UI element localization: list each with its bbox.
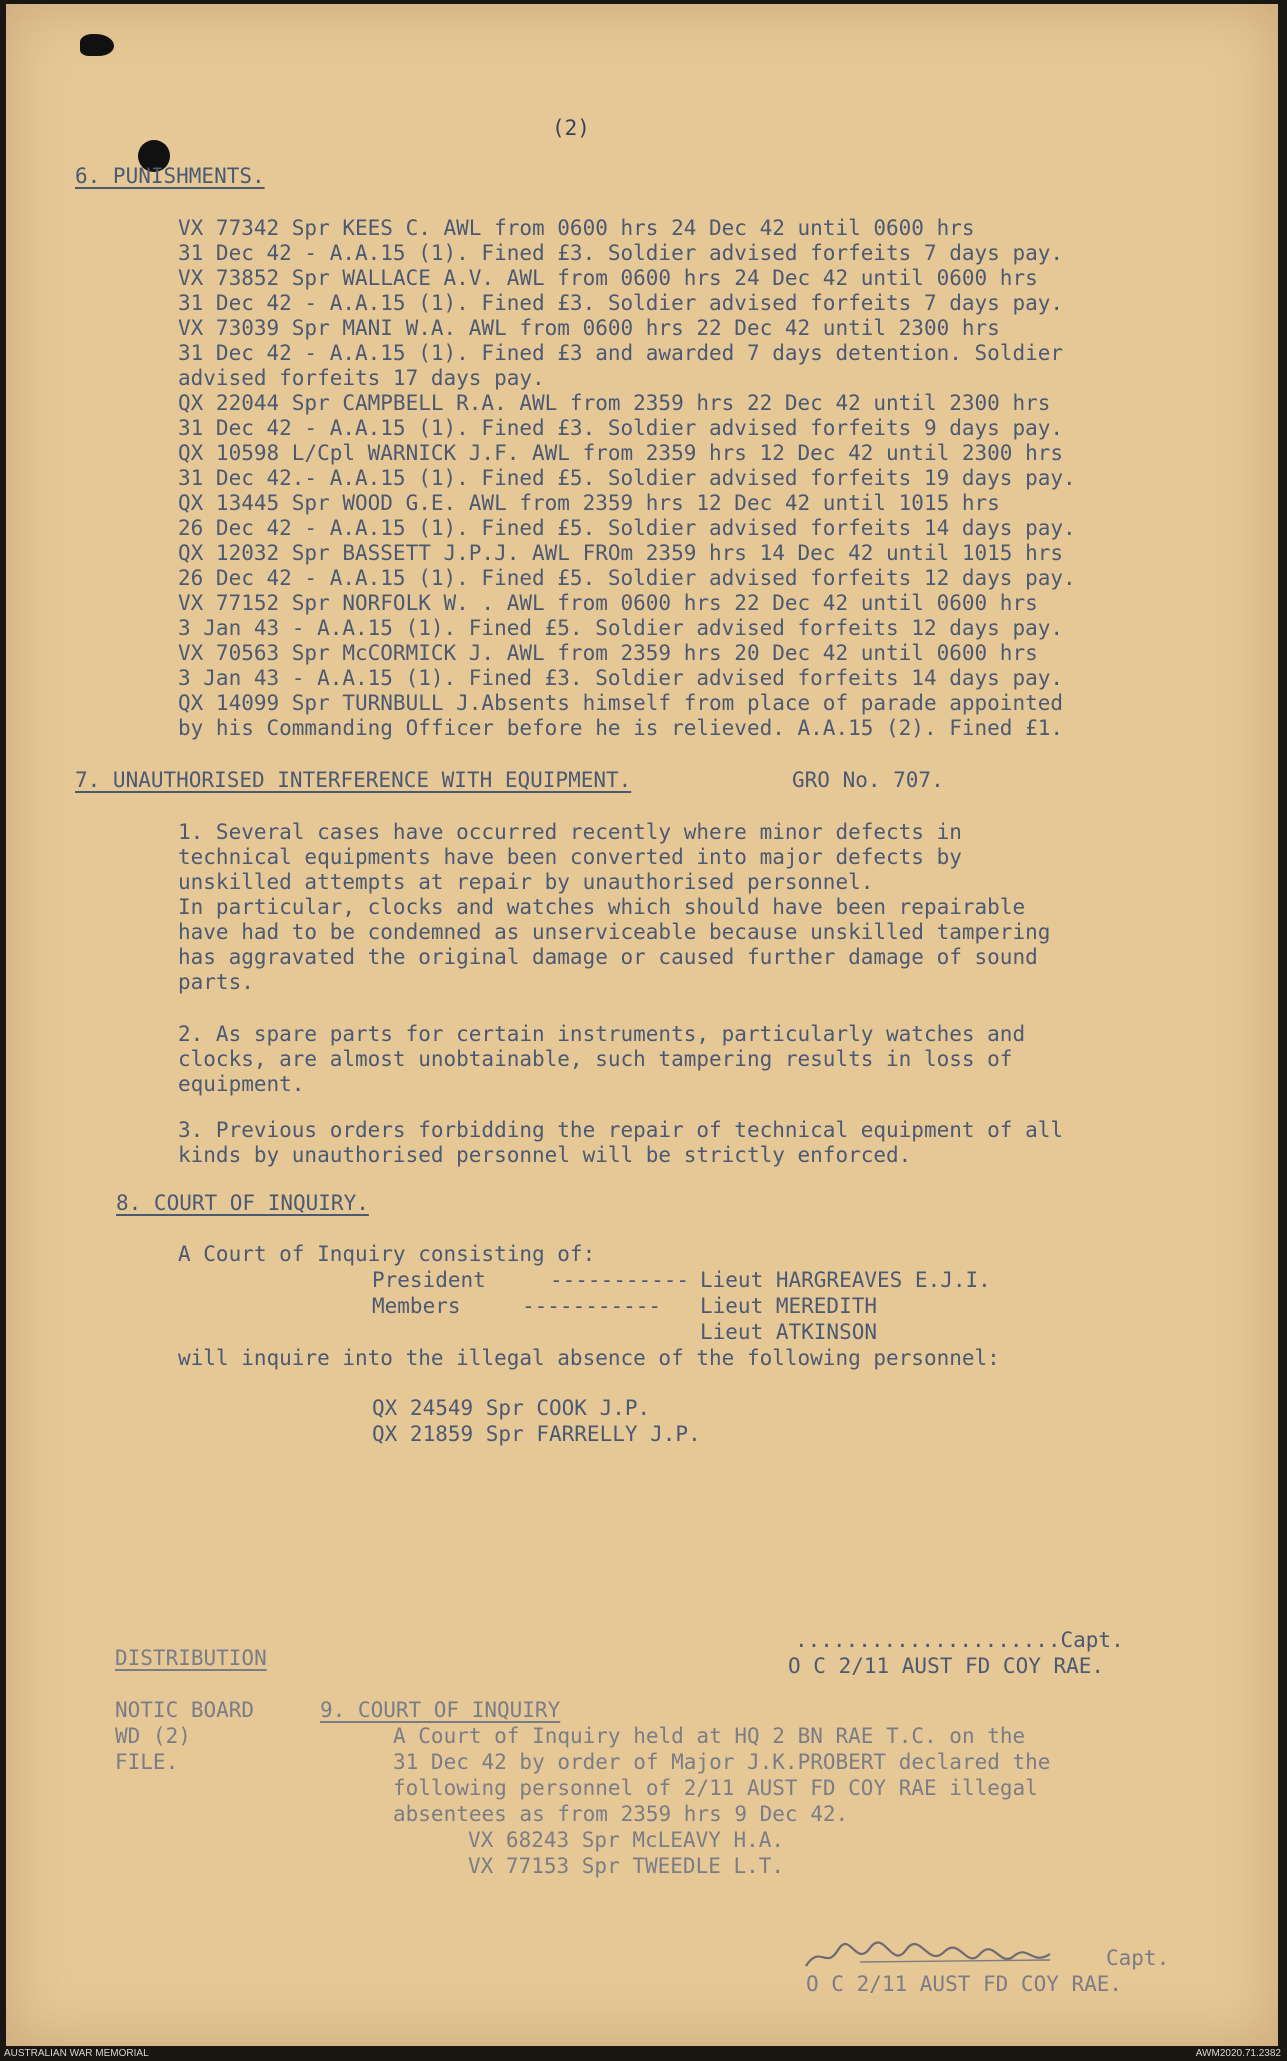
distribution-item: FILE. <box>115 1750 179 1774</box>
paragraph-line: have had to be condemned as unserviceable because unskilled tampering <box>178 920 1051 944</box>
president-label: President <box>372 1268 486 1292</box>
footer-left: AUSTRALIAN WAR MEMORIAL <box>4 2048 149 2059</box>
signature-dots: .....................Capt. <box>795 1628 1124 1652</box>
paragraph-line: 2. As spare parts for certain instruments, particularly watches and <box>178 1022 1026 1046</box>
member-2: Lieut ATKINSON <box>700 1320 878 1344</box>
paragraph-line: 1. Several cases have occurred recently where minor defects in <box>178 820 962 844</box>
handwritten-signature <box>800 1940 1110 1976</box>
gro-reference: GRO No. 707. <box>792 768 944 792</box>
punishment-line: QX 10598 L/Cpl WARNICK J.F. AWL from 2359 hrs 12 Dec 42 until 2300 hrs <box>178 441 1064 465</box>
punishment-line: QX 13445 Spr WOOD G.E. AWL from 2359 hrs 12 Dec 42 until 1015 hrs <box>178 491 1000 515</box>
section-7-heading: 7. UNAUTHORISED INTERFERENCE WITH EQUIPMENT. <box>75 768 632 792</box>
punishment-line: QX 12032 Spr BASSETT J.P.J. AWL FROm 2359 hrs 14 Dec 42 until 1015 hrs <box>178 541 1064 565</box>
paragraph-line: kinds by unauthorised personnel will be strictly enforced. <box>178 1143 912 1167</box>
members-dashes: ----------- <box>522 1294 662 1318</box>
paragraph-line: 3. Previous orders forbidding the repair of technical equipment of all <box>178 1118 1064 1142</box>
section-9-heading: 9. COURT OF INQUIRY <box>320 1698 561 1722</box>
punishment-line: 26 Dec 42 - A.A.15 (1). Fined £5. Soldier advised forfeits 12 days pay. <box>178 566 1076 590</box>
section-9-line: A Court of Inquiry held at HQ 2 BN RAE T.C. on the <box>393 1724 1026 1748</box>
president-dashes: ----------- <box>550 1268 690 1292</box>
section-9-line: absentees as from 2359 hrs 9 Dec 42. <box>393 1802 849 1826</box>
section-9-line: following personnel of 2/11 AUST FD COY RAE illegal <box>393 1776 1038 1800</box>
punishment-line: 31 Dec 42 - A.A.15 (1). Fined £3. Soldier advised forfeits 7 days pay. <box>178 291 1064 315</box>
paragraph-line: In particular, clocks and watches which should have been repairable <box>178 895 1026 919</box>
punishment-line: 31 Dec 42 - A.A.15 (1). Fined £3 and awarded 7 days detention. Soldier <box>178 341 1064 365</box>
paragraph-line: unskilled attempts at repair by unauthorised personnel. <box>178 870 874 894</box>
punishment-line: VX 77342 Spr KEES C. AWL from 0600 hrs 24 Dec 42 until 0600 hrs <box>178 216 975 240</box>
distribution-heading: DISTRIBUTION <box>115 1646 267 1670</box>
paragraph-line: equipment. <box>178 1072 305 1096</box>
punishment-line: VX 73039 Spr MANI W.A. AWL from 0600 hrs 22 Dec 42 until 2300 hrs <box>178 316 1000 340</box>
footer-right: AWM2020.71.2382 <box>1195 2048 1281 2059</box>
punishment-line: 31 Dec 42.- A.A.15 (1). Fined £5. Soldier advised forfeits 19 days pay. <box>178 466 1076 490</box>
section-9-line: 31 Dec 42 by order of Major J.K.PROBERT declared the <box>393 1750 1051 1774</box>
president-name: Lieut HARGREAVES E.J.I. <box>700 1268 991 1292</box>
signature-unit: O C 2/11 AUST FD COY RAE. <box>788 1654 1105 1678</box>
absentee: VX 77153 Spr TWEEDLE L.T. <box>468 1854 785 1878</box>
archive-footer <box>0 2047 1287 2061</box>
final-capt: Capt. <box>1106 1946 1170 1970</box>
punishment-line: by his Commanding Officer before he is relieved. A.A.15 (2). Fined £1. <box>178 716 1064 740</box>
section-6-heading: 6. PUNISHMENTS. <box>75 164 265 188</box>
section-8-heading: 8. COURT OF INQUIRY. <box>116 1191 369 1215</box>
punishment-line: 31 Dec 42 - A.A.15 (1). Fined £3. Soldier advised forfeits 9 days pay. <box>178 416 1064 440</box>
inquiry-person: QX 21859 Spr FARRELLY J.P. <box>372 1422 701 1446</box>
punishment-line: VX 70563 Spr McCORMICK J. AWL from 2359 hrs 20 Dec 42 until 0600 hrs <box>178 641 1038 665</box>
final-unit: O C 2/11 AUST FD COY RAE. <box>806 1972 1123 1996</box>
punishment-line: QX 22044 Spr CAMPBELL R.A. AWL from 2359 hrs 22 Dec 42 until 2300 hrs <box>178 391 1051 415</box>
court-outro: will inquire into the illegal absence of the following personnel: <box>178 1346 1000 1370</box>
page-number: (2) <box>552 116 590 140</box>
distribution-item: WD (2) <box>115 1724 191 1748</box>
punishment-line: VX 77152 Spr NORFOLK W. . AWL from 0600 hrs 22 Dec 42 until 0600 hrs <box>178 591 1038 615</box>
inquiry-person: QX 24549 Spr COOK J.P. <box>372 1396 651 1420</box>
paragraph-line: parts. <box>178 970 254 994</box>
paragraph-line: has aggravated the original damage or caused further damage of sound <box>178 945 1038 969</box>
punishment-line: 26 Dec 42 - A.A.15 (1). Fined £5. Soldier advised forfeits 14 days pay. <box>178 516 1076 540</box>
distribution-item: NOTIC BOARD <box>115 1698 255 1722</box>
punishment-line: advised forfeits 17 days pay. <box>178 366 545 390</box>
punishment-line: 3 Jan 43 - A.A.15 (1). Fined £5. Soldier advised forfeits 12 days pay. <box>178 616 1064 640</box>
paragraph-line: clocks, are almost unobtainable, such tampering results in loss of <box>178 1047 1013 1071</box>
absentee: VX 68243 Spr McLEAVY H.A. <box>468 1828 785 1852</box>
punishment-line: 31 Dec 42 - A.A.15 (1). Fined £3. Soldier advised forfeits 7 days pay. <box>178 241 1064 265</box>
paragraph-line: technical equipments have been converted into major defects by <box>178 845 962 869</box>
punishment-line: 3 Jan 43 - A.A.15 (1). Fined £3. Soldier advised forfeits 14 days pay. <box>178 666 1064 690</box>
members-label: Members <box>372 1294 461 1318</box>
member-1: Lieut MEREDITH <box>700 1294 878 1318</box>
court-intro: A Court of Inquiry consisting of: <box>178 1242 596 1266</box>
punishment-line: QX 14099 Spr TURNBULL J.Absents himself from place of parade appointed <box>178 691 1064 715</box>
punishment-line: VX 73852 Spr WALLACE A.V. AWL from 0600 hrs 24 Dec 42 until 0600 hrs <box>178 266 1038 290</box>
